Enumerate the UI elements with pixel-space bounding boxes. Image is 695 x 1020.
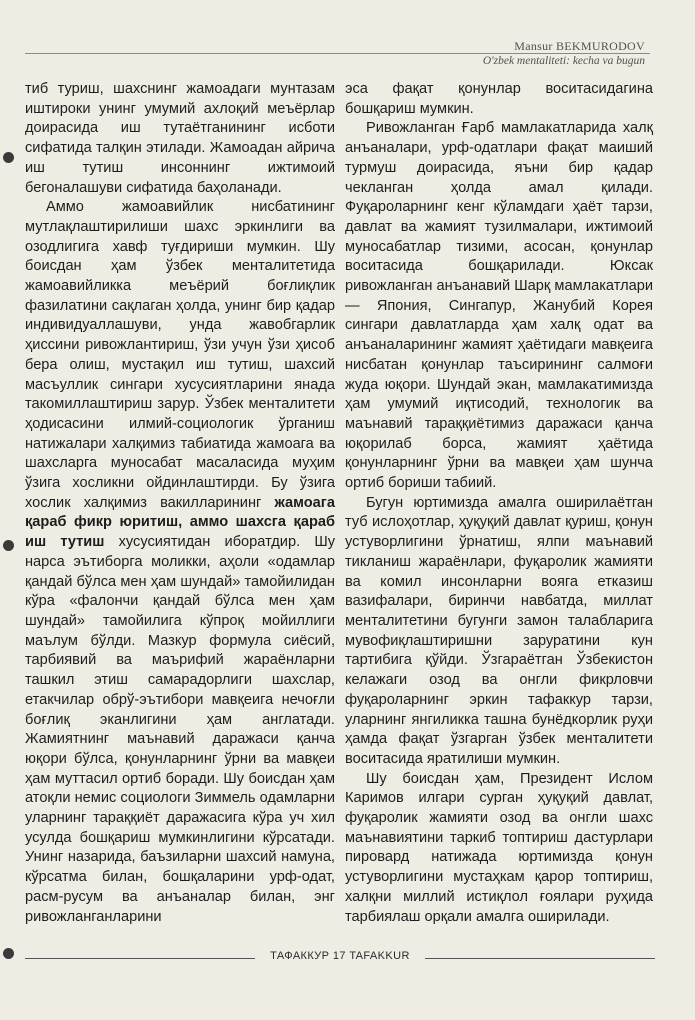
paragraph: Шу боисдан ҳам, Президент Ислом Каримов илгари сурган ҳуқуқий давлат, фуқаролик жамияти озод ва онгли шахс маънавиятини таркиб топтириш дастурлари пировард натижада юртимизда қонун устуворлигини мустаҳкам қарор топтириш, халқни миллий истиқлол ғоялари руҳида тарбиялаш орқали амалга оширилади. xyxy=(345,770,653,925)
paragraph-text: хусусиятидан иборатдир. Шу нарса эътиборга моликки, аҳоли «одамлар қандай бўлса мен ҳам шундай» тамойилидан кўра «фалончи қандай бўлса мен ҳам шундай» тамойилига кўпроқ мойиллиги маълум бўлди. Мазкур формула сиёсий, тарбиявий ва маърифий жараёнларни ташкил этиш самарадорлиги шахслар, етакчилар обрў-эътибори мавқеига нечоғли боғлиқ эканлигини ҳам англатади. Жамиятнинг маънавий даражаси қанча юқори бўлса, қонунларнинг ўрни ва мавқеи ҳам муттасил ортиб боради. Шу боисдан ҳам атоқли немис социологи Зиммель одамларни уларнинг тараққиёт даражасига кўра уч хил усулда бошқариш мумкинлигини кўрсатади. Унинг назарида, баъзиларни шахсий намуна, кўрсатма билан, бошқаларини урф-одат, расм-русум ва анъаналар билан, энг ривожланганларини xyxy=(25,534,335,925)
paragraph xyxy=(25,198,335,927)
page-footer xyxy=(25,950,655,966)
paragraph: эса фақат қонунлар воситасидагина бошқариш мумкин. xyxy=(345,81,653,117)
emphasized-phrase: жамоага қараб фикр юритиш, аммо шахсга қараб иш тутиш xyxy=(25,494,335,551)
paragraph: Бугун юртимизда амалга оширилаётган туб ислоҳотлар, ҳуқуқий давлат қуриш, қонун устуворлигини ўрнатиш, ялпи маънавий тикланиш жараёнлари, фуқаролик жамияти ва комил инсонларни вояга етказиш вазифалари, биринчи навбатда, миллат менталитетини бугунги замон талабларига мувофиқлаштиришни заруратини кун тартибига қўйди. Ўзгараётган Ўзбекистон келажаги озод ва онгли фикрловчи фуқароларнинг эркин тафаккур тарзи, уларнинг янгиликка ташна бунёдкорлик руҳи ҳамда фақат ўзгарган ўзбек менталитети воситасида яратилиши мумкин. xyxy=(345,494,653,767)
footer-page-label: ТАФАККУР 17 TAFAKKUR xyxy=(270,950,410,962)
footer-rule-left xyxy=(25,958,255,959)
left-text-column xyxy=(25,80,335,927)
binder-hole xyxy=(3,948,14,959)
paragraph-text: Аммо жамоавийлик нисбатининг мутлақлаштирилиши шахс эркинлиги ва озодлигига хавф туғдириши мумкин. Шу боисдан ҳам ўзбек менталитетида жамоавийликка меъёрий боғлиқлик фазилатини сақлаган ҳолда, унинг бир қадар индивидуаллашуви, унда жавобгарлик ҳиссини ривожлантириш, ўзи учун ўзи ҳисоб бера олиш, мустақил иш тутиш, шахсий масъуллик сингари хусусиятларини янада такомиллаштириш зарур. Ўзбек менталитети ҳодисасини илмий-социологик ўрганиш натижалари халқимиз табиатида жамоага ва шахсларга муносабат масаласида муҳим ўзига хосликни ойдинлаштирди. Бу ўзига хослик халқимиз вакилларининг xyxy=(25,199,335,511)
running-header-author: Mansur BEKMURODOV xyxy=(514,39,645,53)
header-rule xyxy=(25,53,650,54)
right-text-column xyxy=(345,80,653,927)
binder-hole xyxy=(3,540,14,551)
running-header-subtitle: O'zbek mentaliteti: kecha va bugun xyxy=(482,55,645,67)
paragraph: Ривожланган Ғарб мамлакатларида халқ анъаналари, урф-одатлари фақат маиший турмуш доирасида, яъни бир қадар чекланган ҳолда амал қилади. Фуқароларнинг кенг кўламдаги ҳаёт тарзи, давлат ва жамият тузилмалари, ижтимоий муносабатлар тизими, асосан, қонунлар воситасида бошқарилади. Юксак ривожланган анъанавий Шарқ мамлакатлари — Япония, Сингапур, Жанубий Корея сингари давлатларда ҳам халқ одат ва анъаналарининг жамият ҳаётидаги мавқеига нисбатан қонунлар таъсирининг салмоғи жуда юқори. Шундай экан, мамлакатимизда ҳам умумий иқтисодий, технологик ва маънавий тараққиётимиз даражаси қанча юқорилаб борса, жамият ҳаётида қонунларнинг ўрни ва мавқеи ҳам шунча ортиб бориши табиий. xyxy=(345,120,653,492)
footer-rule-right xyxy=(425,958,655,959)
paragraph: тиб туриш, шахснинг жамоадаги мунтазам иштироки унинг умумий ахлоқий меъёрлар доирасида иш тутаётганининг исботи сифатида талқин этилади. Жамоадан айрича иш тутиш инсоннинг ижтимоий бегоналашуви сифатида баҳоланади. xyxy=(25,81,335,196)
binder-hole xyxy=(3,152,14,163)
